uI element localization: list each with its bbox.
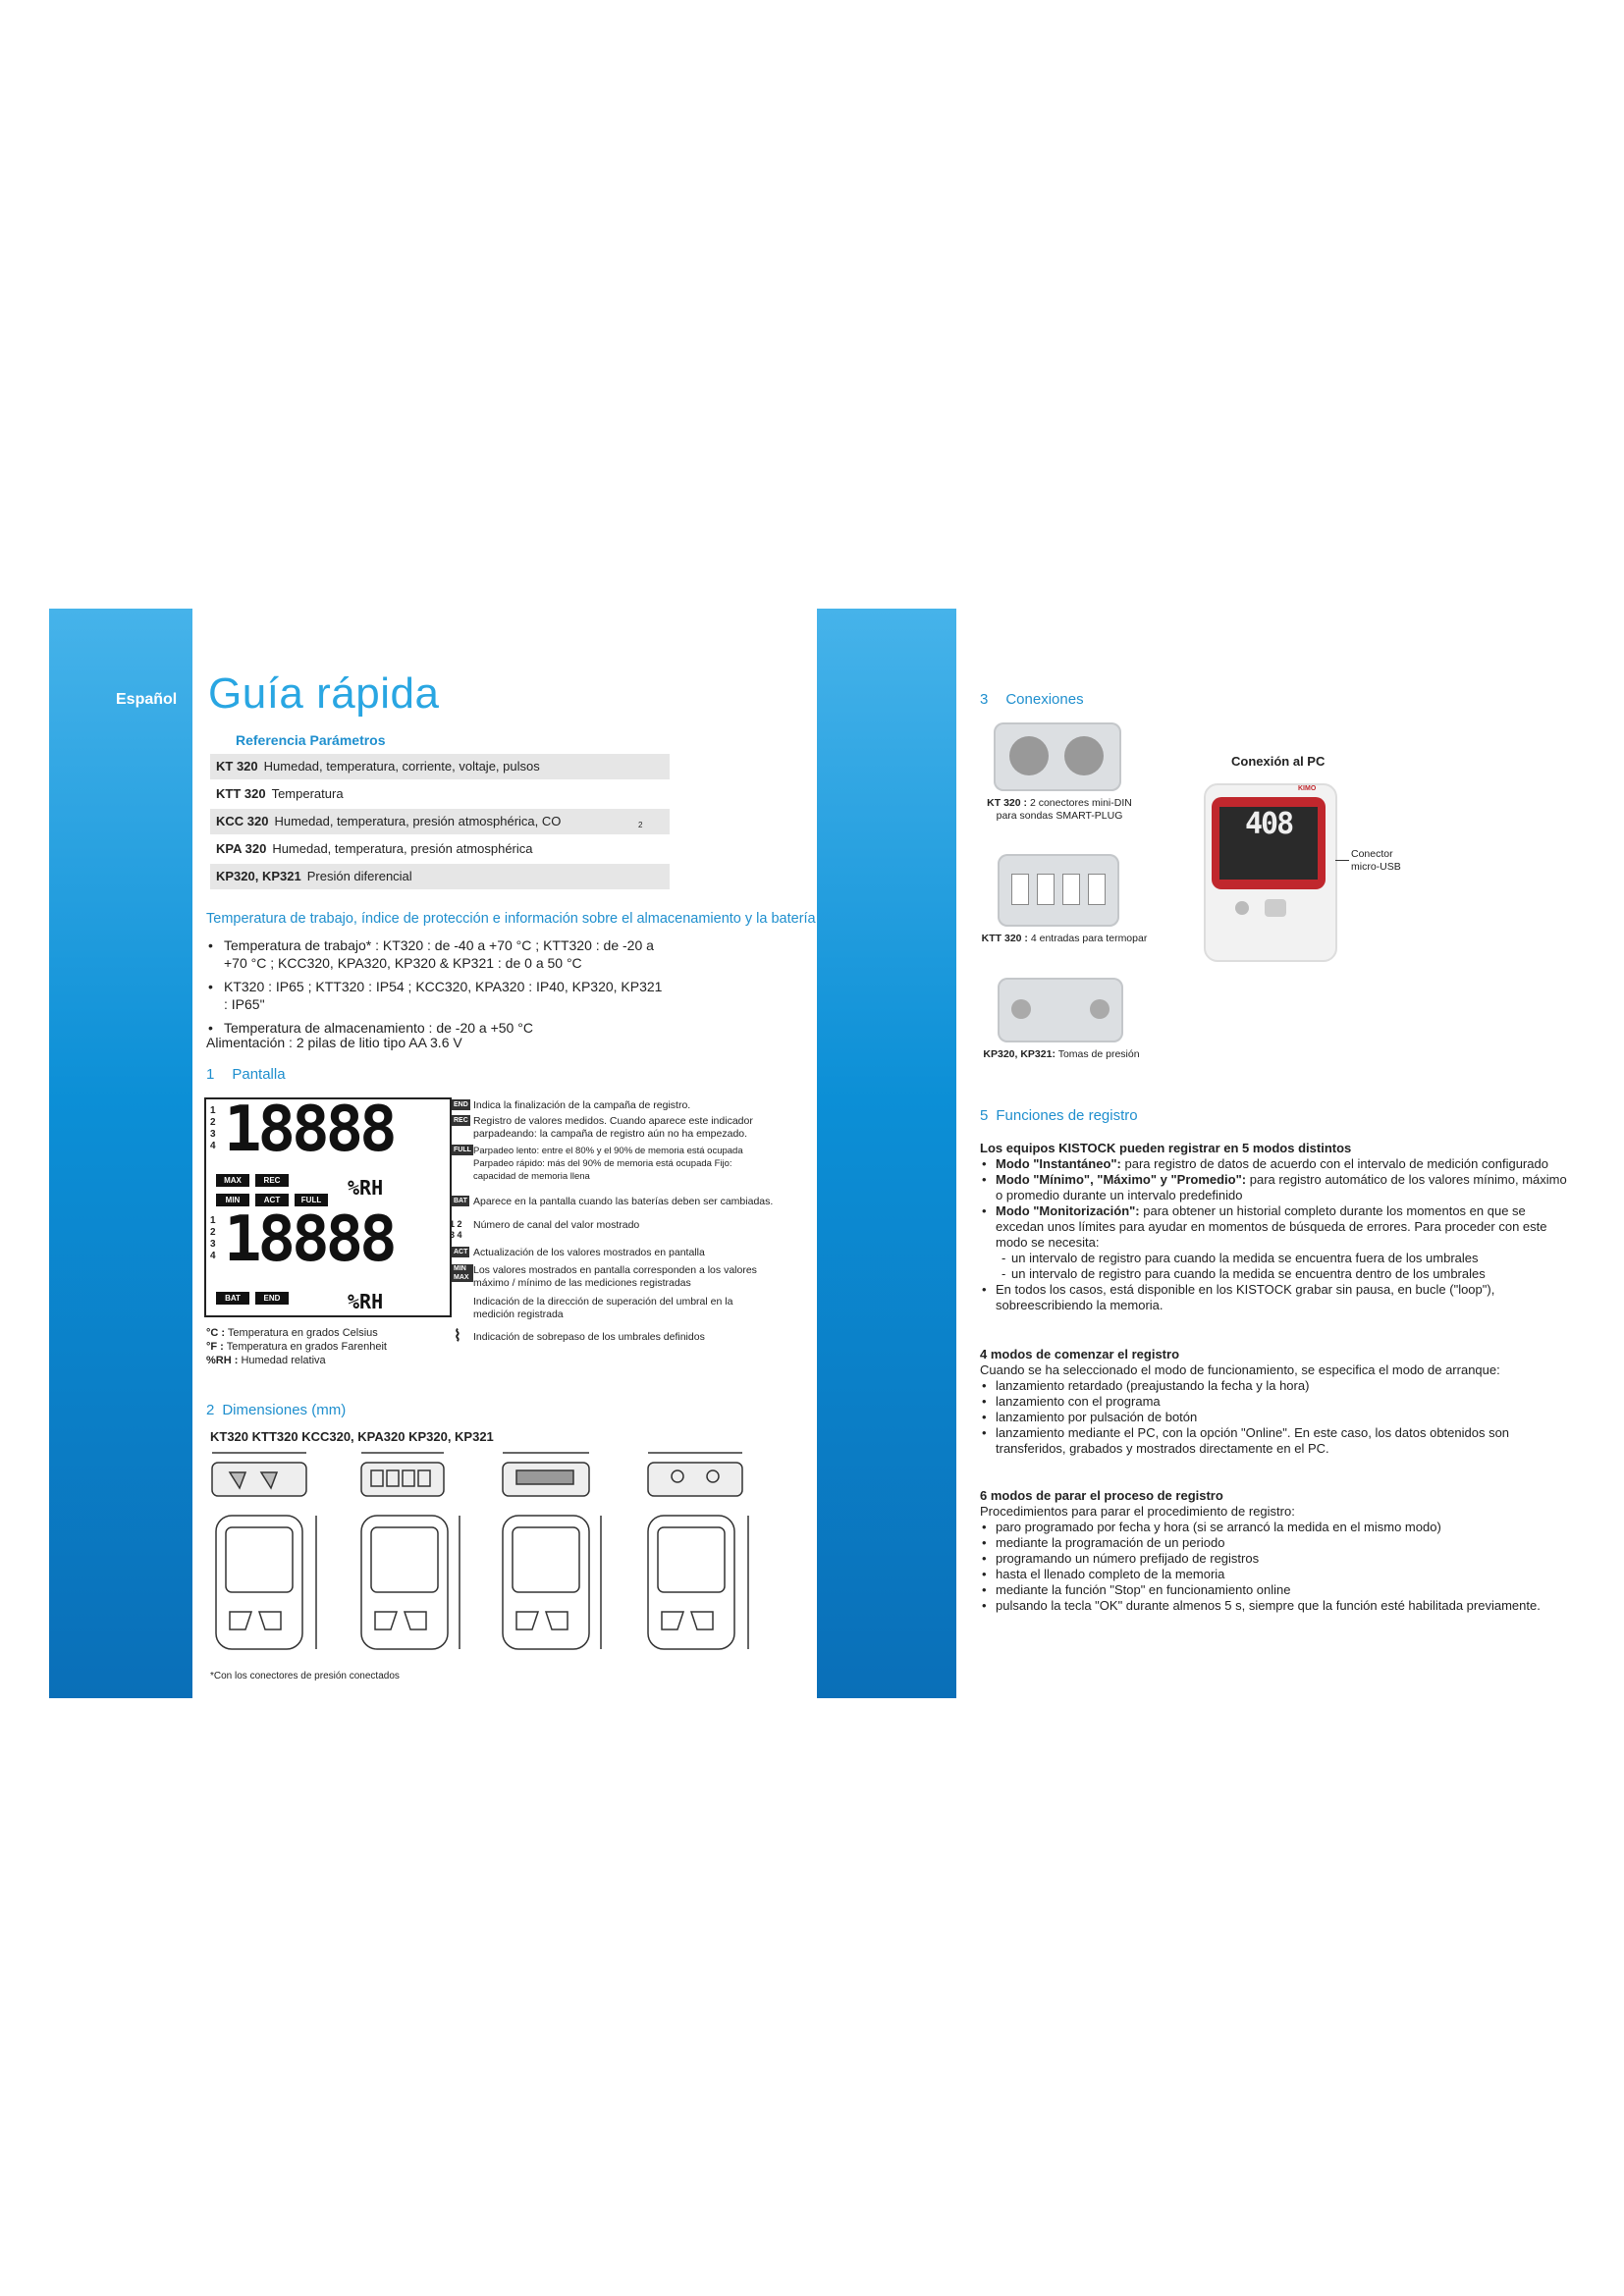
lcd-label-min: MIN bbox=[216, 1194, 249, 1206]
section-3-heading: 3 Conexiones bbox=[980, 691, 1084, 708]
left-blue-bar bbox=[49, 609, 192, 1698]
list-item: - un intervalo de registro para cuando la medida se encuentra dentro de los umbrales bbox=[980, 1266, 1569, 1282]
lcd-channels: 1 2 3 4 bbox=[210, 1215, 216, 1261]
page-title: Guía rápida bbox=[208, 669, 440, 718]
device-brand: KIMO bbox=[1298, 785, 1317, 792]
legend-item: ⌇ Indicación de sobrepaso de los umbrales definidos bbox=[454, 1328, 705, 1345]
list-item: • pulsando la tecla "OK" durante almenos 5 s, siempre que la función esté habilitada previamente. bbox=[980, 1598, 1569, 1614]
ref-row: KPA 320 Humedad, temperatura, presión atmosphérica bbox=[216, 841, 533, 856]
dimension-drawings bbox=[206, 1445, 805, 1667]
unit-humidity: %RH : Humedad relativa bbox=[206, 1355, 326, 1366]
recording-functions: Los equipos KISTOCK pueden registrar en 5 modos distintos • Modo "Instantáneo": para registro de datos de acuerdo con el intervalo de medición configurado • Modo "Mínimo", "Máximo" y "Promedio": para registro automático de los valores mínimo, máximo o promedio durante un intervalo predefinido • Modo "Monitorización": para obtener un historial completo durante los momentos en que se excedan unos límites para ayudar en momentos de búsqueda de errores. Para proceder con este modo se necesita: - un intervalo de registro para cuando la medida se encuentra fuera de los umbrales - un intervalo de registro para cuando la medida se encuentra dentro de los umbrales • En todos los casos, está disponible en los KISTOCK grabar sin pausa, en bucle ("loop"), sobreescribiendo la memoria. bbox=[980, 1141, 1569, 1313]
ref-header: Referencia Parámetros bbox=[236, 732, 386, 748]
device-readout: 408 bbox=[1245, 807, 1293, 841]
dim-note: *Con los conectores de presión conectados bbox=[210, 1671, 400, 1682]
lcd-label-act: ACT bbox=[255, 1194, 289, 1206]
list-item: • Modo "Monitorización": para obtener un historial completo durante los momentos en que se excedan unos límites para ayudar en momentos de búsqueda de errores. Para proceder con este modo se necesita: bbox=[980, 1203, 1569, 1251]
legend-item: FULL Parpadeo lento: entre el 80% y el 90% de memoria está ocupada Parpadeo rápido: más del 90% de memoria está ocupada Fijo: capacidad de memoria llena bbox=[454, 1146, 743, 1182]
list-item: • Temperatura de almacenamiento : de -20 a +50 °C bbox=[206, 1019, 668, 1037]
lcd-channels: 1 2 3 4 bbox=[210, 1105, 216, 1151]
lcd-label-bat: BAT bbox=[216, 1292, 249, 1305]
list-item: • lanzamiento mediante el PC, con la opción "Online". En este caso, los datos obtenidos son transferidos, grabados y mostrados directamente en el PC. bbox=[980, 1425, 1569, 1457]
ktt-connector-caption: KTT 320 : 4 entradas para termopar bbox=[981, 933, 1148, 944]
device-photo bbox=[1204, 783, 1337, 962]
list-item: • Temperatura de trabajo* : KT320 : de -40 a +70 °C ; KTT320 : de -20 a +70 °C ; KCC320, KPA320, KP320 & KP321 : de 0 a 50 °C bbox=[206, 936, 668, 972]
legend-item: MIN MAX Los valores mostrados en pantalla corresponden a los valores máximo / mínimo de las mediciones registradas bbox=[454, 1264, 757, 1289]
list-item: • KT320 : IP65 ; KTT320 : IP54 ; KCC320, KPA320 : IP40, KP320, KP321 : IP65" bbox=[206, 978, 668, 1013]
legend-item: ACT Actualización de los valores mostrados en pantalla bbox=[454, 1247, 705, 1258]
kt-top-view bbox=[212, 1463, 306, 1496]
ref-row: KP320, KP321 Presión diferencial bbox=[210, 864, 670, 889]
pc-connection-title: Conexión al PC bbox=[1231, 754, 1326, 769]
kp-connector-caption: KP320, KP321: Tomas de presión bbox=[983, 1048, 1140, 1060]
lcd-unit-bottom: %RH bbox=[348, 1290, 384, 1313]
list-item: • lanzamiento por pulsación de botón bbox=[980, 1410, 1569, 1425]
ref-row: KCC 320 Humedad, temperatura, presión atmosphérica, CO 2 bbox=[210, 809, 670, 834]
dim-models: KT320 KTT320 KCC320, KPA320 KP320, KP321 bbox=[210, 1429, 494, 1444]
kcc-front-view bbox=[503, 1516, 589, 1649]
legend-item: Indicación de la dirección de superación del umbral en la medición registrada bbox=[473, 1296, 733, 1320]
kt-connector-photo bbox=[994, 722, 1121, 791]
list-item: • lanzamiento retardado (preajustando la fecha y la hora) bbox=[980, 1378, 1569, 1394]
kp-front-view bbox=[648, 1516, 734, 1649]
list-item: • paro programado por fecha y hora (si se arrancó la medida en el mismo modo) bbox=[980, 1520, 1569, 1535]
usb-connector-label: Conector micro-USB bbox=[1351, 848, 1401, 873]
lcd-label-rec: REC bbox=[255, 1174, 289, 1187]
lcd-label-max: MAX bbox=[216, 1174, 249, 1187]
list-item: • programando un número prefijado de registros bbox=[980, 1551, 1569, 1567]
list-item: • hasta el llenado completo de la memoria bbox=[980, 1567, 1569, 1582]
kp-top-view bbox=[648, 1463, 742, 1496]
unit-celsius: °C : Temperatura en grados Celsius bbox=[206, 1327, 378, 1339]
list-item: • Modo "Mínimo", "Máximo" y "Promedio": para registro automático de los valores mínimo, máximo o promedio durante un intervalo predefinido bbox=[980, 1172, 1569, 1203]
stop-modes: 6 modos de parar el proceso de registro Procedimientos para parar el procedimiento de registro: • paro programado por fecha y hora (si se arrancó la medida en el mismo modo) • mediante la programación de un periodo • programando un número prefijado de registros • hasta el llenado completo de la memoria • mediante la función "Stop" en funcionamiento online • pulsando la tecla "OK" durante almenos 5 s, siempre que la función esté habilitada previamente. bbox=[980, 1488, 1569, 1614]
lcd-label-full: FULL bbox=[295, 1194, 328, 1206]
lcd-label-end: END bbox=[255, 1292, 289, 1305]
lcd-unit-top: %RH bbox=[348, 1176, 384, 1200]
kt-connector-caption: KT 320 : 2 conectores mini-DIN para sondas SMART-PLUG bbox=[987, 797, 1132, 822]
legend-item: 1 2 3 4 Número de canal del valor mostrado bbox=[450, 1219, 640, 1240]
list-item: - un intervalo de registro para cuando la medida se encuentra fuera de los umbrales bbox=[980, 1251, 1569, 1266]
legend-item: BAT Aparece en la pantalla cuando las baterías deben ser cambiadas. bbox=[454, 1196, 774, 1207]
legend-item: END Indica la finalización de la campaña de registro. bbox=[454, 1099, 691, 1111]
device-button-left bbox=[1235, 901, 1249, 915]
language-label: Español bbox=[116, 691, 178, 708]
kp-connector-photo bbox=[998, 978, 1123, 1042]
list-item: • lanzamiento con el programa bbox=[980, 1394, 1569, 1410]
usb-pointer-line bbox=[1335, 860, 1349, 861]
lcd-digits-bottom: 18888 bbox=[224, 1203, 394, 1276]
lcd-digits-top: 18888 bbox=[224, 1094, 394, 1166]
spec-list bbox=[206, 936, 668, 1042]
section-2-heading: 2 Dimensiones (mm) bbox=[206, 1402, 347, 1418]
ref-row: KT 320 Humedad, temperatura, corriente, voltaje, pulsos bbox=[210, 754, 670, 779]
unit-fahrenheit: °F : Temperatura en grados Farenheit bbox=[206, 1341, 387, 1353]
ref-note: 2 bbox=[638, 821, 643, 829]
threshold-icon: ⌇ bbox=[454, 1328, 461, 1345]
center-blue-bar bbox=[817, 609, 956, 1698]
spec-header: Temperatura de trabajo, índice de protección e información sobre el almacenamiento y la batería bbox=[206, 911, 816, 927]
legend-item: REC Registro de valores medidos. Cuando aparece este indicador parpadeando: la campaña de registro aún no ha empezado. bbox=[454, 1115, 753, 1140]
list-item: • mediante la función "Stop" en funcionamiento online bbox=[980, 1582, 1569, 1598]
power-info: Alimentación : 2 pilas de litio tipo AA 3.6 V bbox=[206, 1035, 462, 1050]
device-button-ok bbox=[1265, 899, 1286, 917]
list-item: • Modo "Instantáneo": para registro de datos de acuerdo con el intervalo de medición configurado bbox=[980, 1156, 1569, 1172]
brochure-spread bbox=[49, 609, 1584, 1698]
ktt-front-view bbox=[361, 1516, 448, 1649]
lcd-display bbox=[204, 1094, 452, 1317]
ktt-connector-photo bbox=[998, 854, 1119, 927]
start-modes: 4 modos de comenzar el registro Cuando se ha seleccionado el modo de funcionamiento, se especifica el modo de arranque: • lanzamiento retardado (preajustando la fecha y la hora) • lanzamiento con el programa • lanzamiento por pulsación de botón • lanzamiento mediante el PC, con la opción "Online". En este caso, los datos obtenidos son transferidos, grabados y mostrados directamente en el PC. bbox=[980, 1347, 1569, 1457]
list-item: • mediante la programación de un periodo bbox=[980, 1535, 1569, 1551]
section-5-heading: 5 Funciones de registro bbox=[980, 1107, 1138, 1124]
list-item: • En todos los casos, está disponible en los KISTOCK grabar sin pausa, en bucle ("loop"), sobreescribiendo la memoria. bbox=[980, 1282, 1569, 1313]
section-1-heading: 1 Pantalla bbox=[206, 1066, 286, 1083]
kt-front-view bbox=[216, 1516, 302, 1649]
ref-row: KTT 320 Temperatura bbox=[216, 786, 344, 801]
